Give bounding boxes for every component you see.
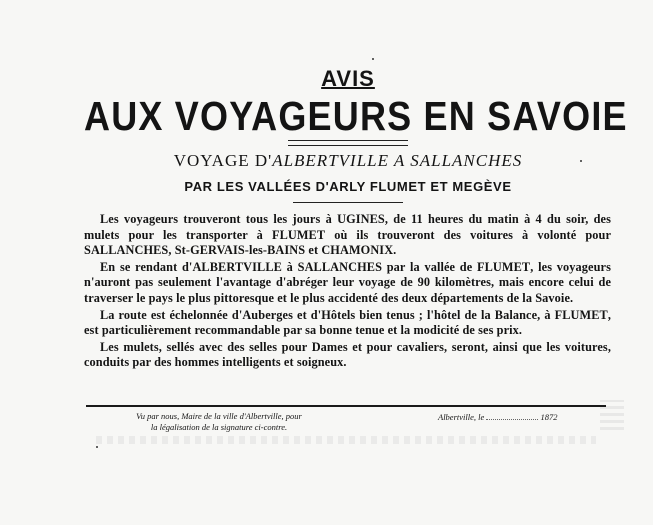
route-subtitle — [84, 150, 612, 172]
place-ugines: UGINES — [337, 212, 385, 226]
place-sallanches: SALLANCHES — [84, 243, 169, 258]
print-speck — [96, 446, 98, 448]
date-line — [438, 412, 608, 422]
p1-text: , — [168, 243, 175, 258]
valleys-subtitle: PAR LES VALLÉES D'ARLY FLUMET ET MEGÈVE — [184, 179, 512, 194]
date-prefix: Albertville, le — [438, 412, 485, 422]
place-albertville: ALBERTVILLE — [192, 259, 282, 274]
place-chamonix: CHAMONIX — [321, 243, 394, 258]
date-year: 1872 — [540, 412, 558, 422]
short-rule — [293, 202, 403, 203]
p1-text: où ils trouveront des voitures à volonté pour — [325, 227, 612, 242]
route-subtitle-prefix: VOYAGE D' — [173, 151, 273, 170]
p1-text: et — [305, 243, 322, 258]
paragraph-4: Les mulets, sellés avec des selles pour Dames et pour cavaliers, seront, ainsi que les voitures, conduits par des hommes intelligents et soigneux. — [84, 339, 611, 370]
p2-text: par la vallée de — [382, 259, 478, 274]
p2-text: En se rendant d' — [100, 259, 193, 274]
footer-rule — [86, 405, 606, 407]
poster-header — [84, 64, 628, 203]
p1-text: Les voyageurs trouveront tous les jours à — [100, 212, 338, 226]
date-blank — [486, 413, 538, 420]
p2-text: , les voyageurs n'auront pas seulement l'avantage d'abréger leur voyage de 90 kilomètres, mais encore celui de traverser le pays le plus pittoresque et le plus accidenté des deux départements de la Savoie. — [84, 259, 611, 305]
print-speck — [580, 160, 582, 162]
show-through-marks — [96, 436, 596, 444]
place-flumet: FLUMET — [271, 227, 326, 242]
legalisation-line-2: la légalisation de la signature ci-contre. — [150, 422, 288, 432]
p1-text: . — [393, 243, 397, 258]
poster-body — [84, 212, 611, 372]
paragraph-1 — [84, 212, 611, 259]
print-speck — [372, 58, 374, 60]
headline: AUX VOYAGEURS EN SAVOIE — [84, 92, 628, 139]
p3-text: , est particulièrement recommandable par sa bonne tenue et la modicité de ses prix. — [84, 307, 611, 338]
p1-text: , de 11 heures du matin à 4 du soir, des mulets pour les transporter à — [84, 212, 611, 242]
p2-text: à — [281, 259, 298, 274]
p3-text: La route est échelonnée d'Auberges et d'Hôtels bien tenus ; l'hôtel de la Balance, à — [100, 307, 555, 322]
show-through-marks-side — [600, 400, 624, 430]
avis-title: AVIS — [321, 66, 375, 91]
place-flumet: FLUMET — [477, 259, 531, 274]
paragraph-2 — [84, 260, 611, 307]
place-flumet: FLUMET — [554, 307, 608, 322]
place-st-gervais: St-GERVAIS-les-BAINS — [174, 243, 306, 258]
mayor-legalisation-note — [104, 411, 334, 433]
paragraph-3 — [84, 308, 611, 339]
route-subtitle-cities: ALBERTVILLE A SALLANCHES — [272, 151, 523, 170]
place-sallanches: SALLANCHES — [297, 259, 383, 274]
legalisation-line-1: Vu par nous, Maire de la ville d'Albertville, pour — [136, 411, 302, 421]
